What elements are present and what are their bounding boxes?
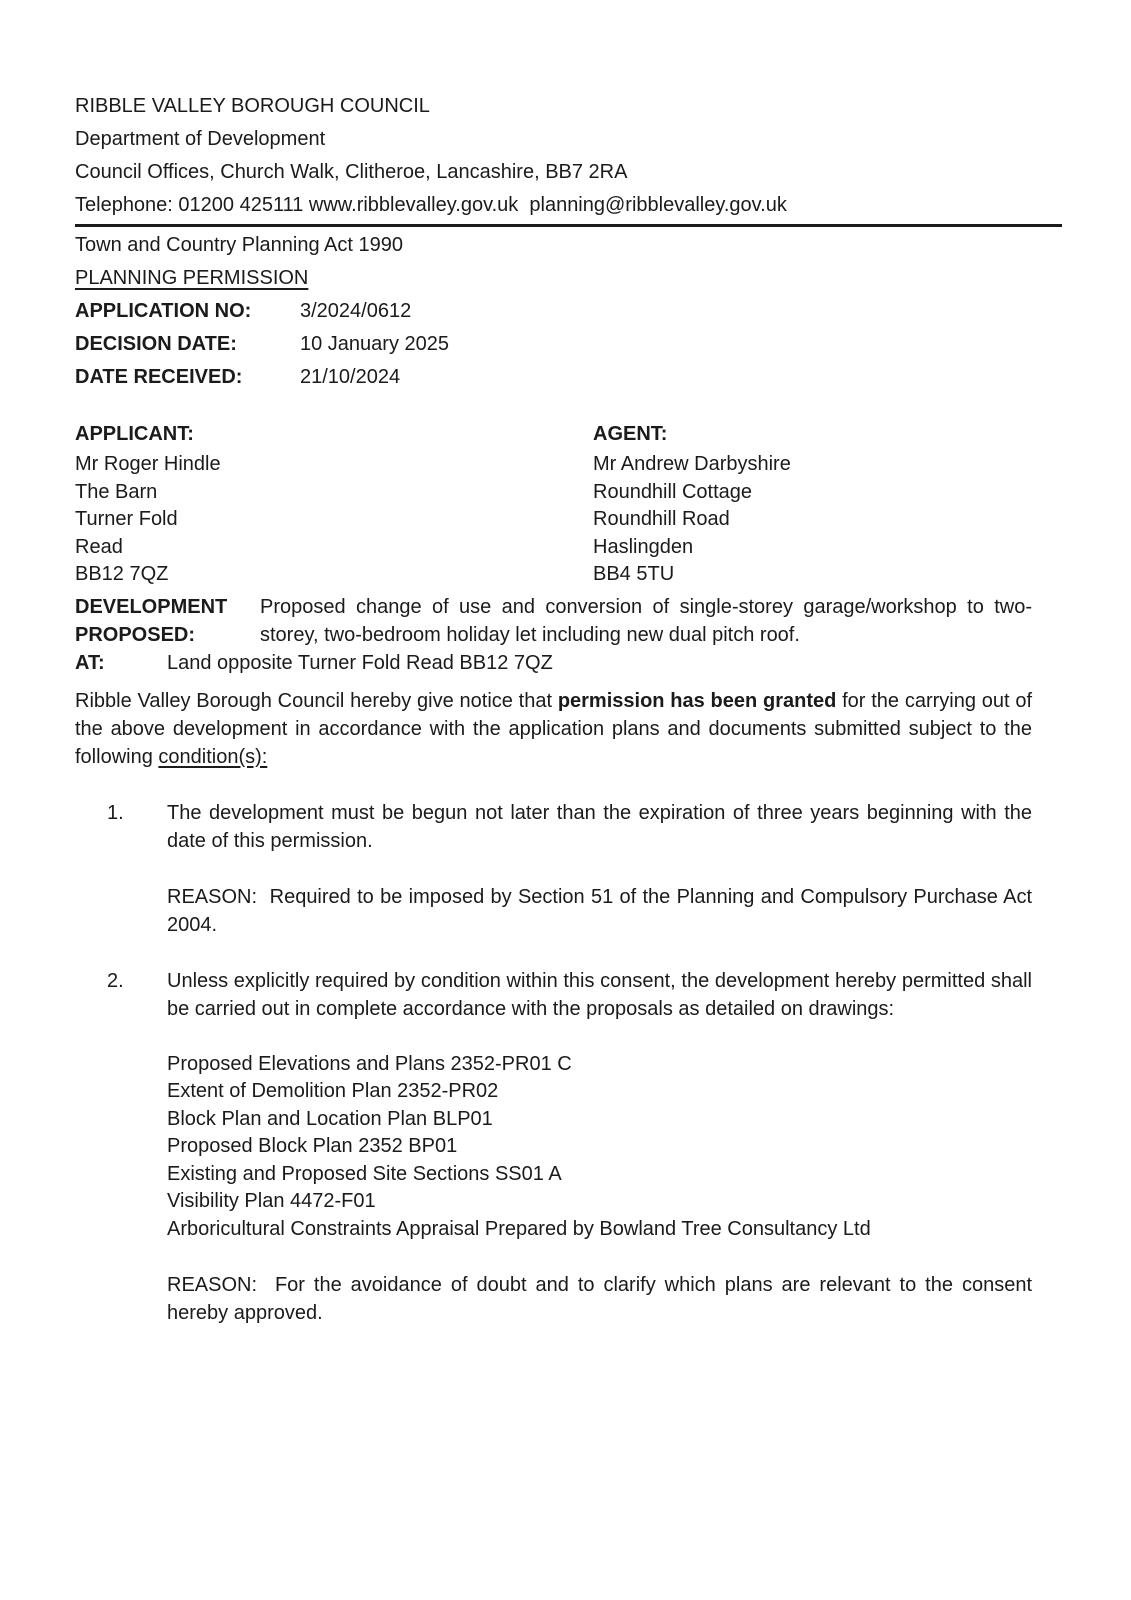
- agent-address-line: Haslingden: [593, 535, 694, 558]
- condition-1-text: The development must be begun not later than the expiration of three years beginning with the date of this permission.: [167, 801, 1032, 852]
- agent-postcode: BB4 5TU: [593, 563, 675, 585]
- applicant-postcode: BB12 7QZ: [75, 563, 169, 585]
- condition-2-text: Unless explicitly required by condition within this consent, the development hereby permitted shall be carried out in complete accordance with the proposals as detailed on drawings:: [167, 969, 1032, 1020]
- notice-text-start: Ribble Valley Borough Council hereby give notice that: [75, 689, 558, 712]
- drawing-reference: Visibility Plan 4472-F01: [167, 1190, 376, 1212]
- council-address: Council Offices, Church Walk, Clitheroe, Lancashire, BB7 2RA: [75, 161, 628, 183]
- development-proposed-label: [75, 593, 260, 649]
- agent-label: AGENT:: [593, 423, 668, 445]
- applicant-address-line: The Barn: [75, 480, 158, 503]
- site-location-section: [75, 649, 1032, 677]
- agent-block: [593, 418, 1032, 589]
- drawing-reference: Block Plan and Location Plan BLP01: [167, 1107, 493, 1130]
- applicant-block: [75, 418, 593, 589]
- meta-row-application-no: [75, 295, 1032, 328]
- applicant-name: Mr Roger Hindle: [75, 453, 221, 475]
- notice-text-middle: for the carrying out of the above development in accordance with the application plans and documents submitted subject to the following: [75, 689, 1032, 768]
- conditions-link-text: condition(s):: [158, 745, 268, 768]
- condition-1-number: 1.: [107, 801, 124, 824]
- date-received-value: 21/10/2024: [300, 366, 401, 388]
- meta-row-date-received: [75, 361, 1032, 394]
- decision-notice-paragraph: [75, 687, 1032, 771]
- conditions-list: [75, 799, 1032, 1328]
- meta-row-decision-date: [75, 328, 1032, 361]
- agent-address-line: Roundhill Road: [593, 508, 730, 530]
- document-content: [75, 90, 1032, 1327]
- at-value: Land opposite Turner Fold Read BB12 7QZ: [167, 651, 553, 674]
- development-proposed-section: [75, 593, 1032, 649]
- parties-section: [75, 418, 1032, 589]
- development-proposed-label-line1: DEVELOPMENT: [75, 595, 228, 618]
- condition-item-1: [75, 799, 1032, 939]
- drawing-reference: Extent of Demolition Plan 2352-PR02: [167, 1080, 499, 1102]
- drawing-reference: Proposed Elevations and Plans 2352-PR01 C: [167, 1052, 572, 1075]
- condition-1-body: [167, 799, 1032, 939]
- condition-2-body: [167, 967, 1032, 1328]
- drawing-reference: Proposed Block Plan 2352 BP01: [167, 1135, 458, 1157]
- agent-name: Mr Andrew Darbyshire: [593, 453, 791, 475]
- applicant-label: APPLICANT:: [75, 423, 194, 445]
- at-label: AT:: [75, 651, 105, 674]
- agent-address-line: Roundhill Cottage: [593, 480, 752, 503]
- condition-2-drawings-list: [167, 1051, 1032, 1244]
- applicant-address-line: Turner Fold: [75, 508, 178, 530]
- date-received-label: DATE RECEIVED:: [75, 366, 243, 388]
- application-no-label: APPLICATION NO:: [75, 300, 252, 322]
- decision-date-value: 10 January 2025: [300, 333, 450, 355]
- drawing-reference: Existing and Proposed Site Sections SS01 A: [167, 1162, 562, 1185]
- condition-item-2: [75, 967, 1032, 1328]
- department-name: Department of Development: [75, 128, 326, 150]
- development-proposed-label-line2: PROPOSED:: [75, 623, 196, 646]
- condition-2-number: 2.: [107, 969, 124, 992]
- condition-2-reason: REASON: For the avoidance of doubt and to clarify which plans are relevant to the consent hereby approved.: [167, 1274, 1032, 1324]
- council-name: RIBBLE VALLEY BOROUGH COUNCIL: [75, 95, 430, 117]
- condition-1-reason: REASON: Required to be imposed by Section 51 of the Planning and Compulsory Purchase Act 2004.: [167, 885, 1032, 936]
- permission-granted-text: permission has been granted: [557, 689, 837, 712]
- applicant-address-line: Read: [75, 535, 123, 558]
- header-divider: [75, 224, 1062, 227]
- page-title: PLANNING PERMISSION: [75, 267, 309, 289]
- development-proposed-text: Proposed change of use and conversion of single-storey garage/workshop to two-storey, two-bedroom holiday let including new dual pitch roof.: [260, 595, 1032, 646]
- drawing-reference: Arboricultural Constraints Appraisal Prepared by Bowland Tree Consultancy Ltd: [167, 1217, 871, 1240]
- decision-date-label: DECISION DATE:: [75, 333, 237, 355]
- application-no-value: 3/2024/0612: [300, 300, 412, 322]
- meta-table: [75, 295, 1032, 394]
- council-contact: Telephone: 01200 425111 www.ribblevalley.gov.uk planning@ribblevalley.gov.uk: [75, 194, 787, 216]
- act-title: Town and Country Planning Act 1990: [75, 234, 403, 256]
